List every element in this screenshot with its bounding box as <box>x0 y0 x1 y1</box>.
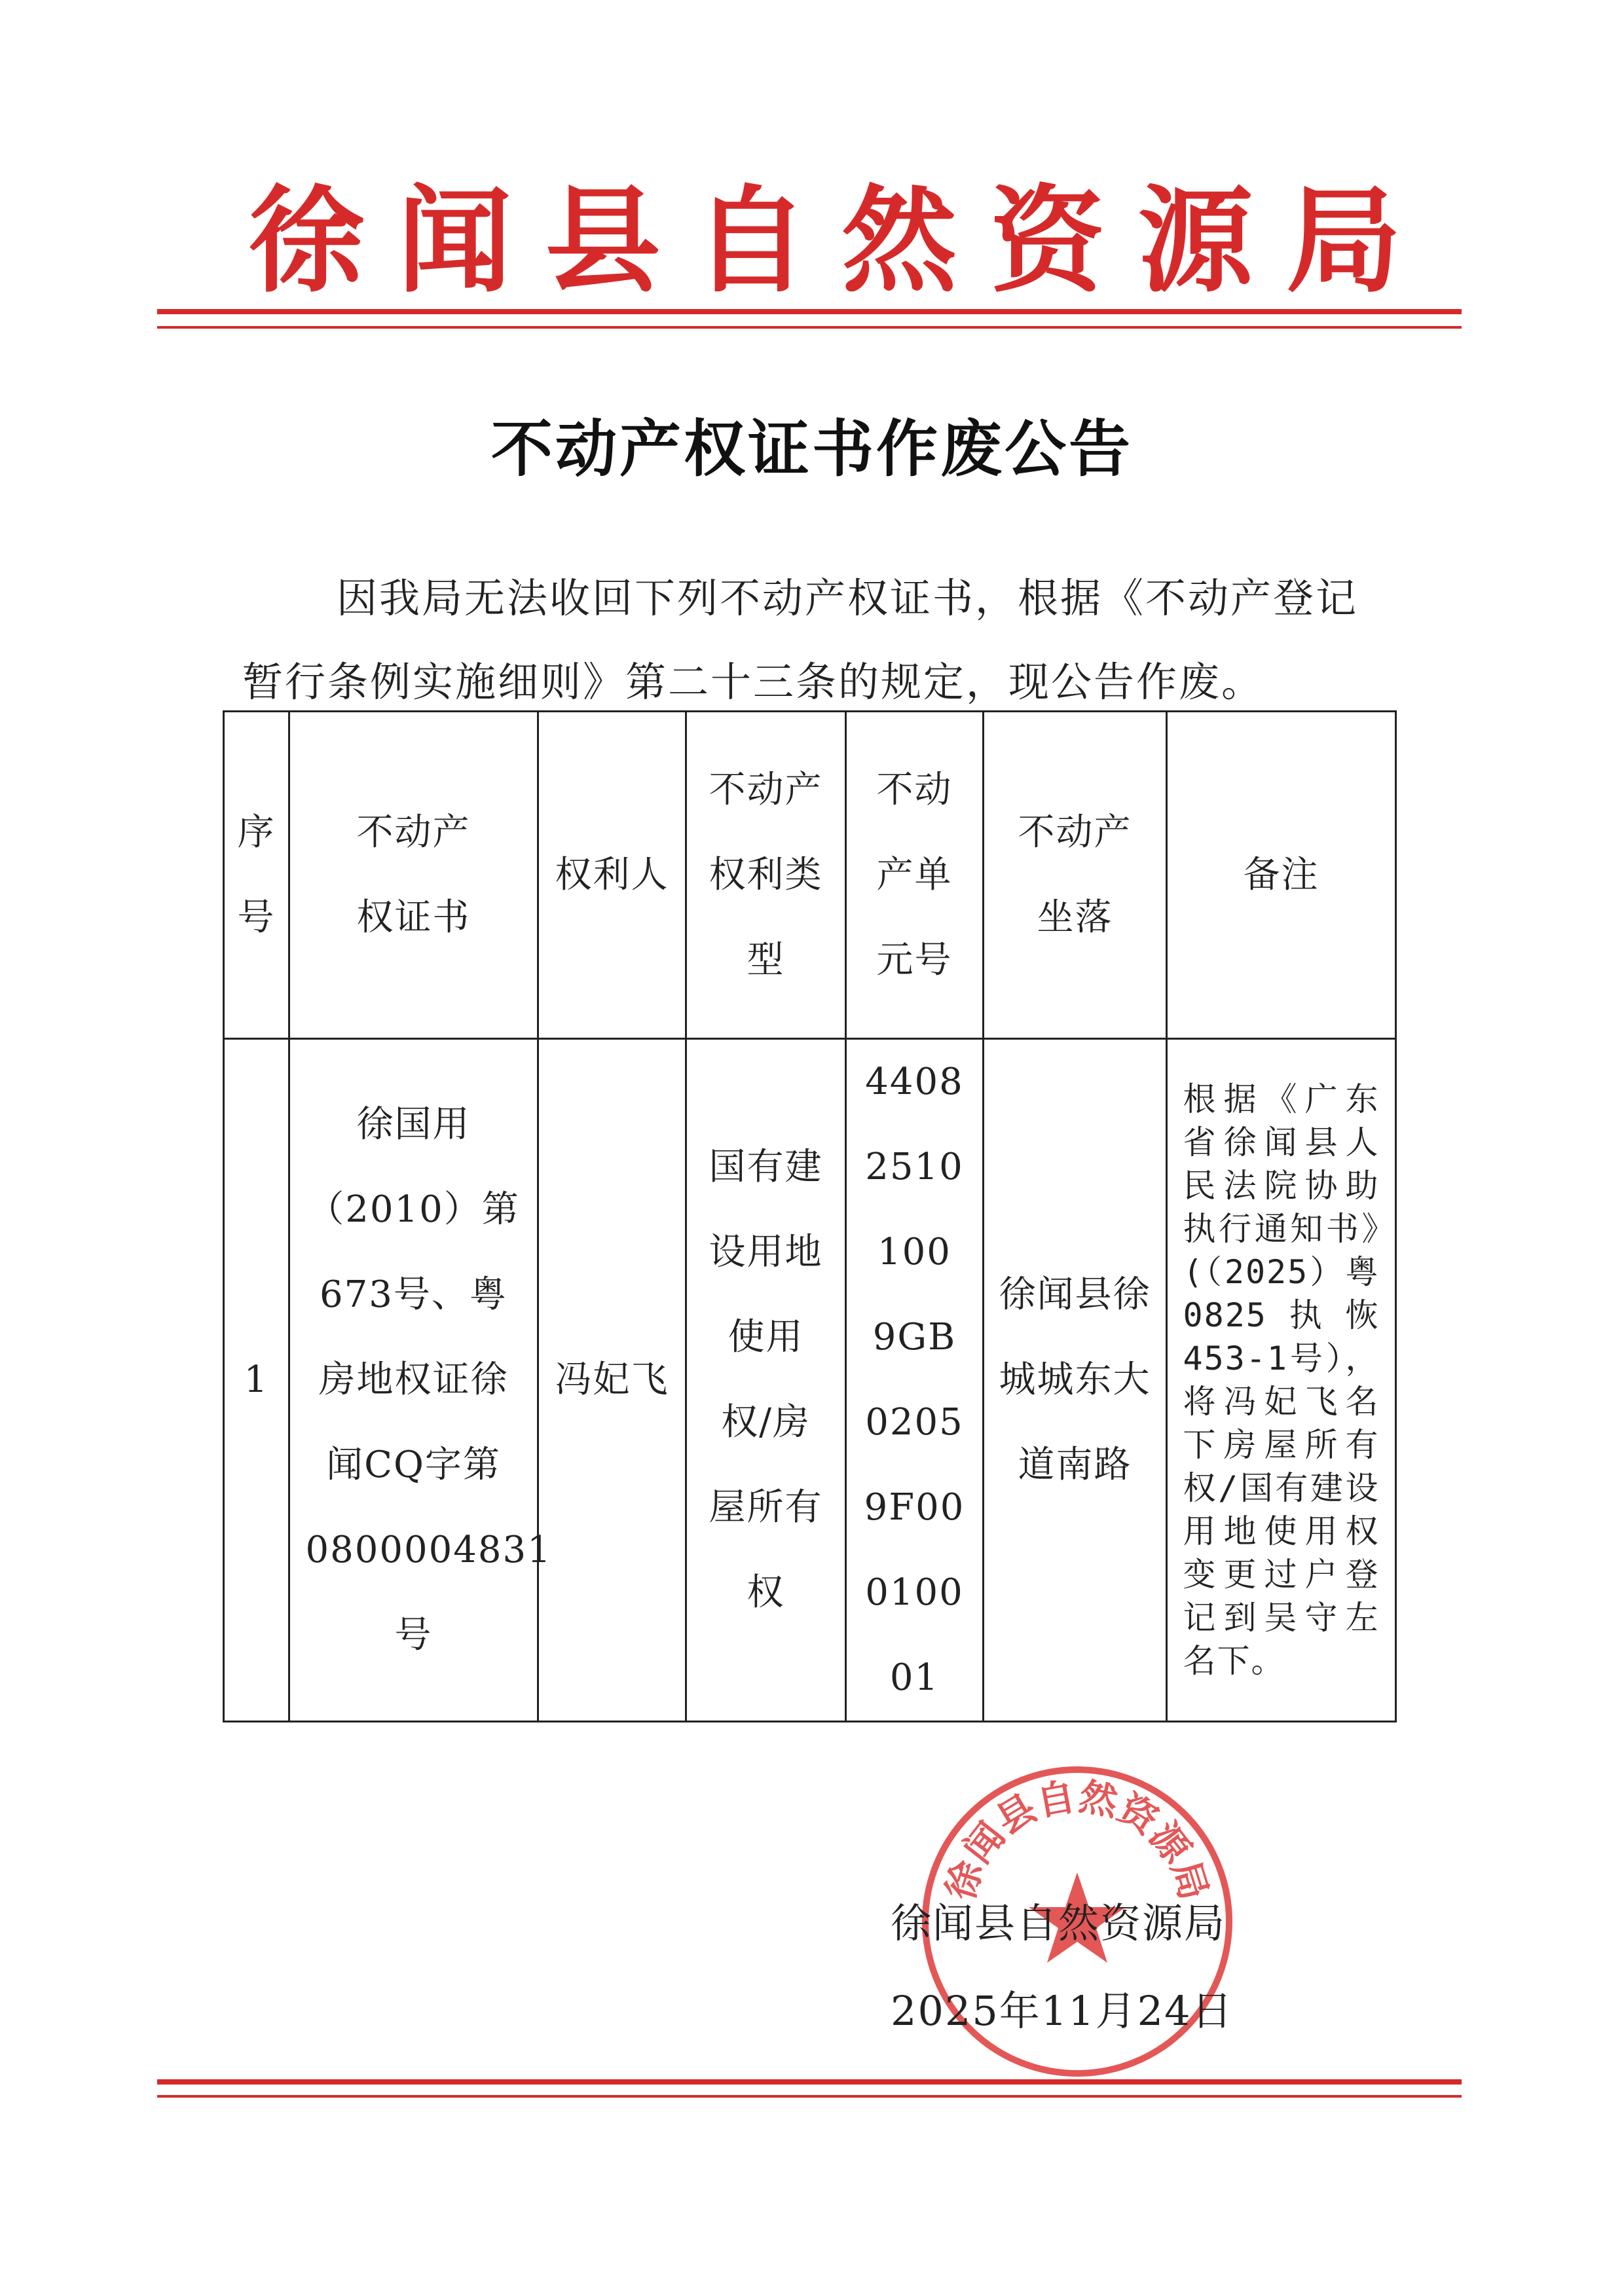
notice-body-line: 暂行条例实施细则》第二十三条的规定，现公告作废。 <box>242 658 1264 706</box>
letterhead-char: 资 <box>989 172 1105 308</box>
header-holder: 权利人 <box>538 712 686 1039</box>
seal-text: 徐闻县自然资源局 <box>938 1774 1217 1905</box>
footer-divider-thin <box>157 2095 1462 2098</box>
cell-cert: 徐国用（2010）第673号、粤房地权证徐闻CQ字第0800004831号 <box>289 1039 538 1722</box>
cell-type: 国有建设用地使用权/房屋所有权 <box>686 1039 846 1722</box>
cell-note: 根据《广东省徐闻县人民法院协助执行通知书》(（2025）粤0825执恢453-1号），将冯妃飞名下房屋所有权/国有建设用地使用权变更过户登记到吴守左名下。 <box>1167 1039 1396 1722</box>
header-divider-thick <box>157 309 1462 314</box>
letterhead-char: 自 <box>693 172 809 308</box>
footer-divider-thick <box>157 2079 1462 2085</box>
letterhead-char: 然 <box>841 172 957 308</box>
letterhead-char: 徐 <box>249 172 365 308</box>
header-type: 不动产权利类型 <box>686 712 846 1039</box>
certificate-table <box>223 710 1397 1722</box>
header-cert: 不动产权证书 <box>289 712 538 1039</box>
signature-date: 2025年11月24日 <box>891 1987 1234 2035</box>
header-note: 备注 <box>1167 712 1396 1039</box>
cell-unit: 44082510100 9GB02059F00010001 <box>846 1039 984 1722</box>
letterhead-char: 闻 <box>397 172 513 308</box>
notice-body-line: 因我局无法收回下列不动产权证书，根据《不动产登记 <box>337 574 1359 622</box>
notice-body <box>242 556 1395 724</box>
letterhead-char: 源 <box>1137 172 1253 308</box>
header-seq: 序号 <box>224 712 289 1039</box>
document-title: 不动产权证书作废公告 <box>490 413 1133 485</box>
header-divider-thin <box>157 326 1462 329</box>
cell-holder: 冯妃飞 <box>538 1039 686 1722</box>
cell-location: 徐闻县徐城城东大道南路 <box>984 1039 1167 1722</box>
header-unit: 不动产单元号 <box>846 712 984 1039</box>
letterhead-char: 县 <box>545 172 661 308</box>
table-header-row <box>224 712 1396 1039</box>
table-row <box>224 1039 1396 1722</box>
letterhead-char: 局 <box>1285 172 1401 308</box>
cell-seq: 1 <box>224 1039 289 1722</box>
header-location: 不动产坐落 <box>984 712 1167 1039</box>
letterhead <box>249 156 1401 306</box>
signature-org: 徐闻县自然资源局 <box>891 1899 1227 1947</box>
